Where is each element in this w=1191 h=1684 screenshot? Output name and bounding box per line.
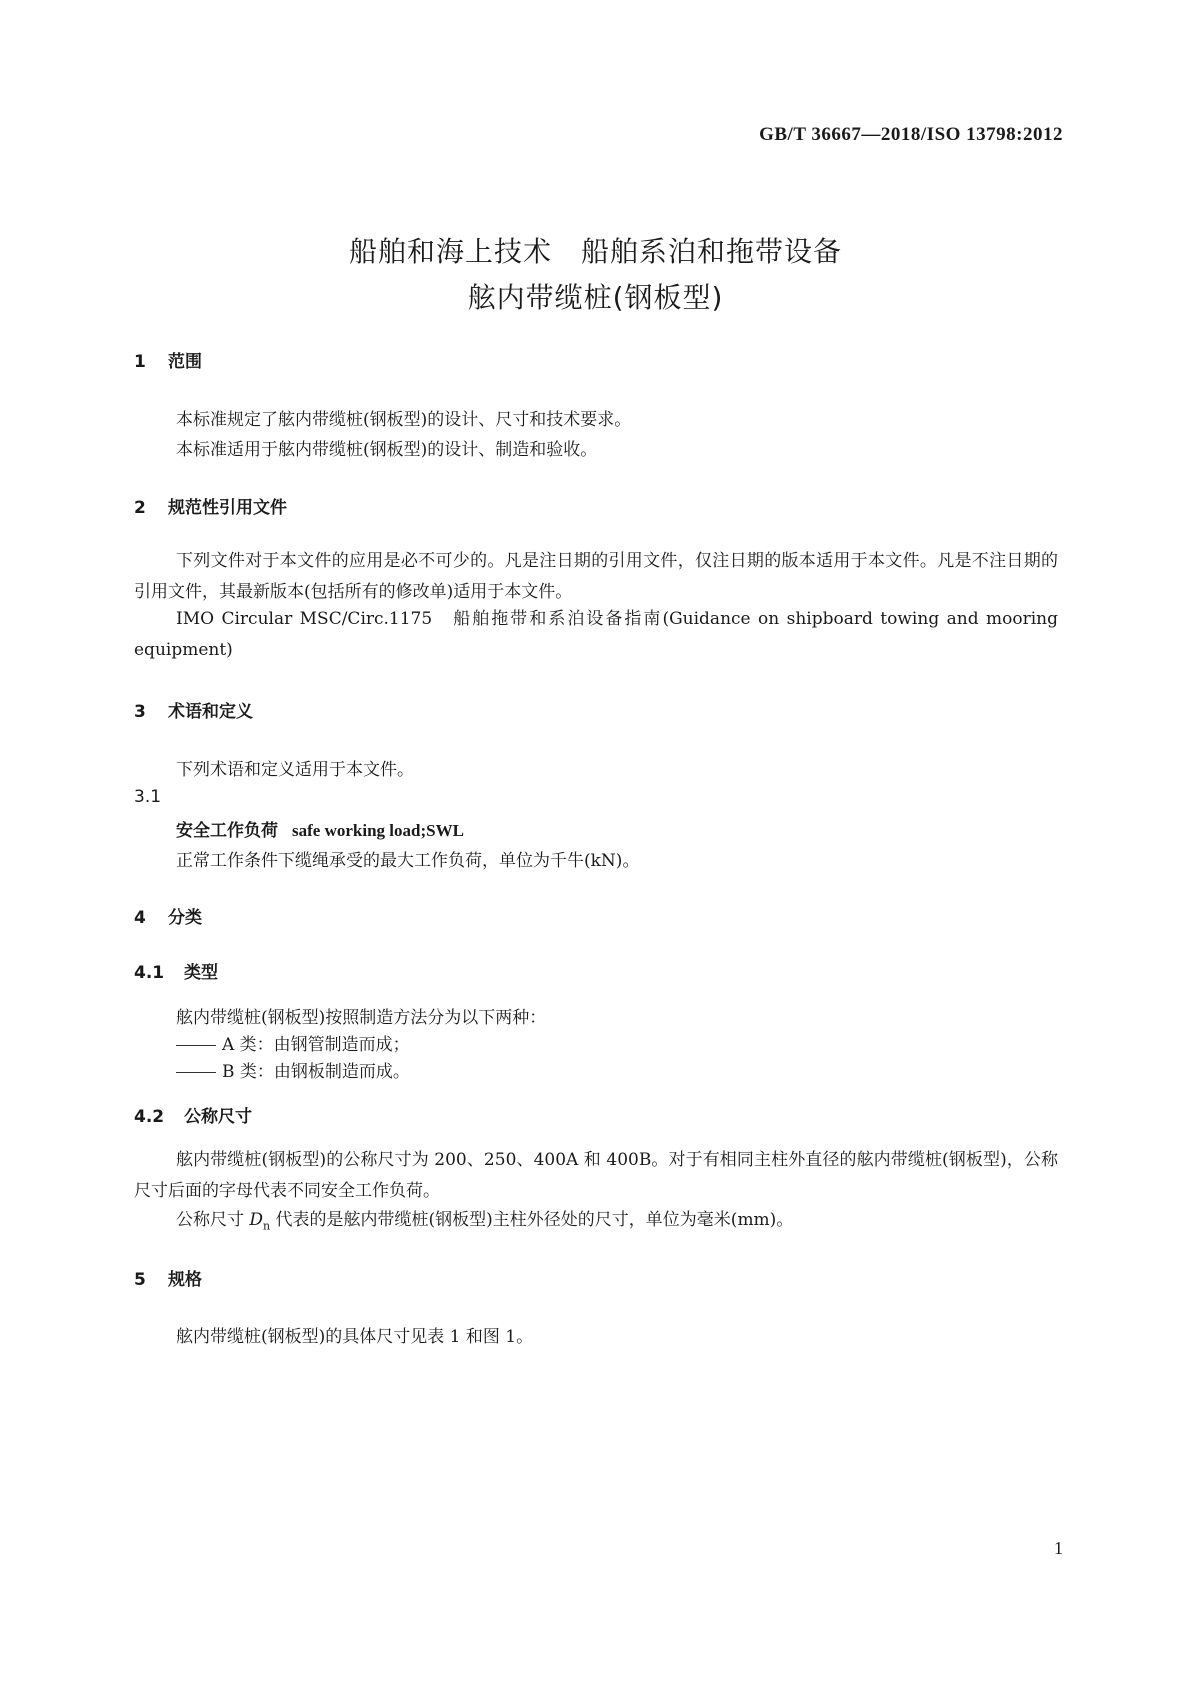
section-2-paragraph-1: 下列文件对于本文件的应用是必不可少的。凡是注日期的引用文件，仅注日期的版本适用于本文件。凡是不注日期的引用文件，其最新版本(包括所有的修改单)适用于本文件。 xyxy=(134,551,1058,602)
term-name xyxy=(176,816,464,841)
list-item-text: A 类：由钢管制造而成； xyxy=(222,1035,410,1055)
page-number: 1 xyxy=(1054,1538,1063,1558)
term-number: 3.1 xyxy=(134,787,162,807)
title-line-1: 船舶和海上技术 船舶系泊和拖带设备 xyxy=(348,235,842,268)
section-title: 规格 xyxy=(168,1270,202,1290)
list-item-a xyxy=(176,1030,410,1055)
section-title: 分类 xyxy=(168,908,202,928)
section-4-2-heading xyxy=(134,1102,252,1127)
section-title: 规范性引用文件 xyxy=(168,498,287,518)
section-4-2-paragraph-2 xyxy=(176,1205,793,1232)
section-5-paragraph-1: 舷内带缆桩(钢板型)的具体尺寸见表 1 和图 1。 xyxy=(176,1327,534,1347)
term-en: safe working load;SWL xyxy=(292,821,464,840)
dash-marker xyxy=(176,1045,216,1046)
section-number: 5 xyxy=(134,1270,146,1290)
text-prefix: 公称尺寸 xyxy=(176,1210,250,1230)
term-definition: 正常工作条件下缆绳承受的最大工作负荷，单位为千牛(kN)。 xyxy=(176,851,640,871)
section-number: 3 xyxy=(134,702,146,722)
standard-code: GB/T 36667—2018/ISO 13798:2012 xyxy=(759,124,1063,145)
section-1-paragraph-1: 本标准规定了舷内带缆桩(钢板型)的设计、尺寸和技术要求。 xyxy=(176,410,632,430)
section-3-paragraph-1: 下列术语和定义适用于本文件。 xyxy=(176,760,414,780)
section-title: 范围 xyxy=(168,352,202,372)
text-suffix: 代表的是舷内带缆桩(钢板型)主柱外径处的尺寸，单位为毫米(mm)。 xyxy=(270,1210,794,1230)
section-number: 1 xyxy=(134,352,146,372)
section-title: 公称尺寸 xyxy=(184,1107,252,1127)
section-5-heading xyxy=(134,1265,202,1290)
section-2-heading xyxy=(134,493,287,518)
section-4-2-paragraph-1: 舷内带缆桩(钢板型)的公称尺寸为 200、250、400A 和 400B。对于有相同主柱外直径的舷内带缆桩(钢板型)，公称尺寸后面的字母代表不同安全工作负荷。 xyxy=(134,1150,1058,1201)
section-2-paragraph-2: IMO Circular MSC/Circ.1175 船舶拖带和系泊设备指南(Guidance on shipboard towing and mooring equipment) xyxy=(134,609,1058,660)
section-number: 2 xyxy=(134,498,146,518)
list-item-text: B 类：由钢板制造而成。 xyxy=(222,1062,410,1082)
section-number: 4 xyxy=(134,908,146,928)
section-1-heading xyxy=(134,347,202,372)
section-4-1-paragraph-1: 舷内带缆桩(钢板型)按照制造方法分为以下两种： xyxy=(176,1008,547,1028)
section-3-heading xyxy=(134,697,253,722)
dash-marker xyxy=(176,1072,216,1073)
section-4-heading xyxy=(134,903,202,928)
term-cn: 安全工作负荷 xyxy=(176,821,278,841)
section-title: 术语和定义 xyxy=(168,702,253,722)
section-title: 类型 xyxy=(184,963,218,983)
section-1-paragraph-2: 本标准适用于舷内带缆桩(钢板型)的设计、制造和验收。 xyxy=(176,440,598,460)
title-line-2: 舷内带缆桩(钢板型) xyxy=(467,281,724,314)
symbol-subscript: n xyxy=(263,1219,271,1233)
section-number: 4.2 xyxy=(134,1107,165,1127)
section-4-1-heading xyxy=(134,958,218,983)
list-item-b xyxy=(176,1057,410,1082)
section-number: 4.1 xyxy=(134,963,165,983)
symbol-d: D xyxy=(249,1210,264,1230)
